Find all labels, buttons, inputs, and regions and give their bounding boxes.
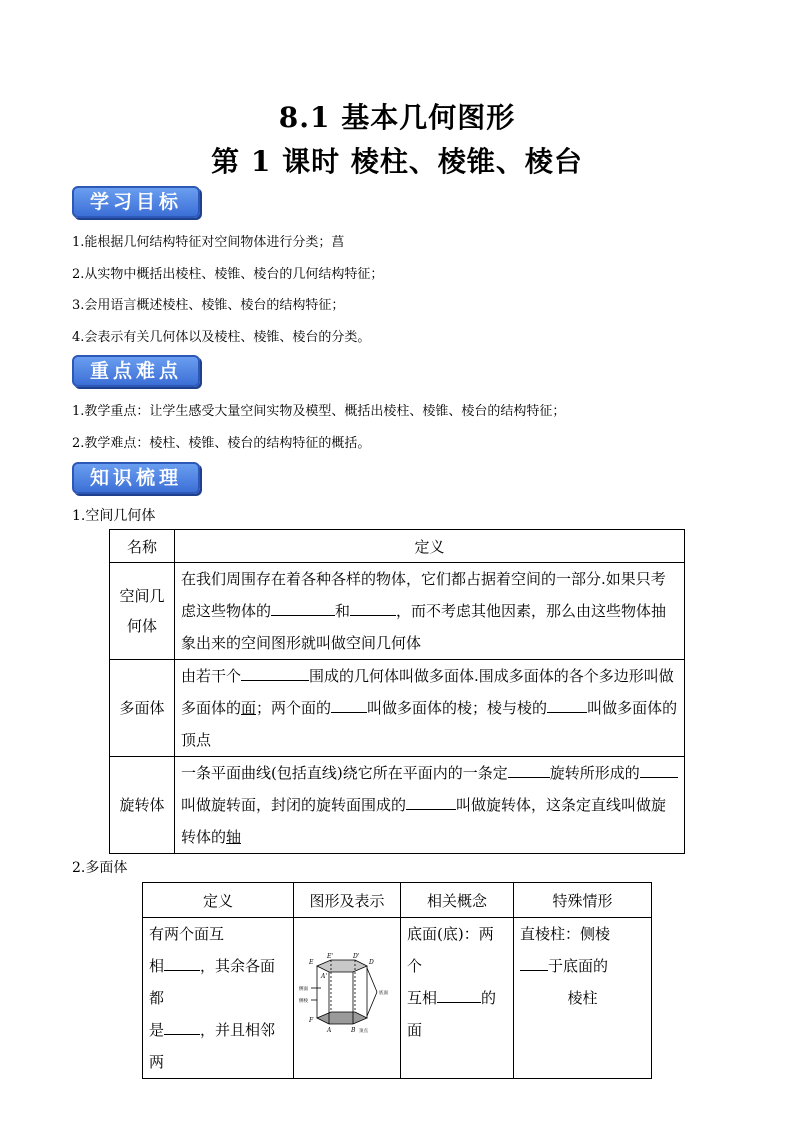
vertex-label: E bbox=[309, 958, 314, 966]
fill-blank[interactable] bbox=[508, 759, 550, 778]
base-label: 底面 bbox=[379, 990, 388, 996]
col-header: 图形及表示 bbox=[294, 883, 401, 918]
objectives-badge: 学习目标 bbox=[72, 186, 200, 218]
objective-item: 1.能根据几何结构特征对空间物体进行分类；菖 bbox=[72, 235, 345, 250]
hexagonal-prism-figure bbox=[297, 950, 397, 1036]
vertex-text-label: 顶点 bbox=[359, 1028, 368, 1034]
lesson-title: 第 1 课时 棱柱、棱锥、棱台 bbox=[211, 145, 583, 178]
fill-blank[interactable] bbox=[406, 791, 456, 810]
fill-blank[interactable] bbox=[331, 694, 367, 713]
fill-blank[interactable] bbox=[241, 662, 309, 681]
objective-item: 4.会表示有关几何体以及棱柱、棱锥、棱台的分类。 bbox=[72, 330, 371, 345]
row-name: 多面体 bbox=[110, 660, 175, 757]
table-row bbox=[110, 757, 685, 854]
top-face bbox=[317, 960, 367, 972]
row-definition: 一条平面曲线(包括直线)绕它所在平面内的一条定 旋转所形成的叫做旋转面，封闭的旋转面围成的 叫做旋转体，这条定直线叫做旋转体的轴 bbox=[175, 757, 685, 854]
prism-figure-cell bbox=[294, 918, 401, 1079]
fill-blank[interactable] bbox=[437, 984, 481, 1003]
pointer-line bbox=[367, 992, 377, 1016]
page-title: 8.1 基本几何图形 bbox=[278, 101, 516, 134]
table1-heading: 1.空间几何体 bbox=[72, 508, 156, 524]
table-row bbox=[143, 918, 652, 1079]
vertex-label: A bbox=[327, 1026, 332, 1034]
table-row bbox=[110, 660, 685, 757]
concept-cell: 底面(底)：两个 互相 的 面 bbox=[401, 918, 514, 1079]
key-point-item: 1.教学重点：让学生感受大量空间实物及模型、概括出棱柱、棱锥、棱台的结构特征； bbox=[72, 404, 566, 419]
col-header: 相关概念 bbox=[401, 883, 514, 918]
objective-item: 2.从实物中概括出棱柱、棱锥、棱台的几何结构特征； bbox=[72, 267, 384, 282]
fill-blank[interactable] bbox=[547, 694, 587, 713]
fill-blank[interactable] bbox=[164, 952, 200, 971]
side-face-label: 侧面 bbox=[299, 986, 308, 992]
vertex-label: F bbox=[309, 1016, 314, 1024]
objective-item: 3.会用语言概述棱柱、棱锥、棱台的结构特征； bbox=[72, 298, 345, 313]
col-header: 定义 bbox=[143, 883, 294, 918]
vertex-label: D' bbox=[353, 952, 360, 960]
fill-blank[interactable] bbox=[520, 952, 548, 971]
fill-blank[interactable] bbox=[164, 1016, 200, 1035]
fill-blank[interactable] bbox=[350, 597, 396, 616]
fill-blank[interactable] bbox=[640, 759, 678, 778]
vertex-label: A' bbox=[321, 972, 327, 980]
col-def-header: 定义 bbox=[175, 530, 685, 563]
lateral-edge-label: 侧棱 bbox=[299, 998, 308, 1004]
polyhedron-table bbox=[142, 882, 652, 1079]
definition-cell: 有两个面互 相 ，其余各面都 是 ，并且相邻两 bbox=[143, 918, 294, 1079]
row-definition: 在我们周围存在着各种各样的物体，它们都占据着空间的一部分.如果只考虑这些物体的 和 ，而不考虑其他因素，那么由这些物体抽象出来的空间图形就叫做空间几何体 bbox=[175, 563, 685, 660]
knowledge-badge: 知识梳理 bbox=[72, 462, 200, 494]
col-header: 特殊情形 bbox=[514, 883, 652, 918]
table-row bbox=[110, 563, 685, 660]
row-definition: 由若干个 围成的几何体叫做多面体.围成多面体的各个多边形叫做多面体的面；两个面的 叫做多面体的棱；棱与棱的 叫做多面体的顶点 bbox=[175, 660, 685, 757]
vertex-label: D bbox=[369, 958, 374, 966]
row-name: 空间几何体 bbox=[110, 563, 175, 660]
bottom-face bbox=[317, 1012, 367, 1024]
table2-heading: 2.多面体 bbox=[72, 860, 128, 876]
vertex-label: E' bbox=[327, 952, 334, 960]
row-name: 旋转体 bbox=[110, 757, 175, 854]
special-case-cell: 直棱柱：侧棱 于底面的 棱柱 bbox=[514, 918, 652, 1079]
fill-blank[interactable] bbox=[271, 597, 335, 616]
vertex-label: B bbox=[351, 1026, 356, 1034]
col-name-header: 名称 bbox=[110, 530, 175, 563]
geometry-definition-table bbox=[109, 529, 685, 854]
pointer-line bbox=[367, 968, 377, 992]
key-point-item: 2.教学难点：棱柱、棱锥、棱台的结构特征的概括。 bbox=[72, 436, 371, 451]
key-points-badge: 重点难点 bbox=[72, 355, 200, 387]
